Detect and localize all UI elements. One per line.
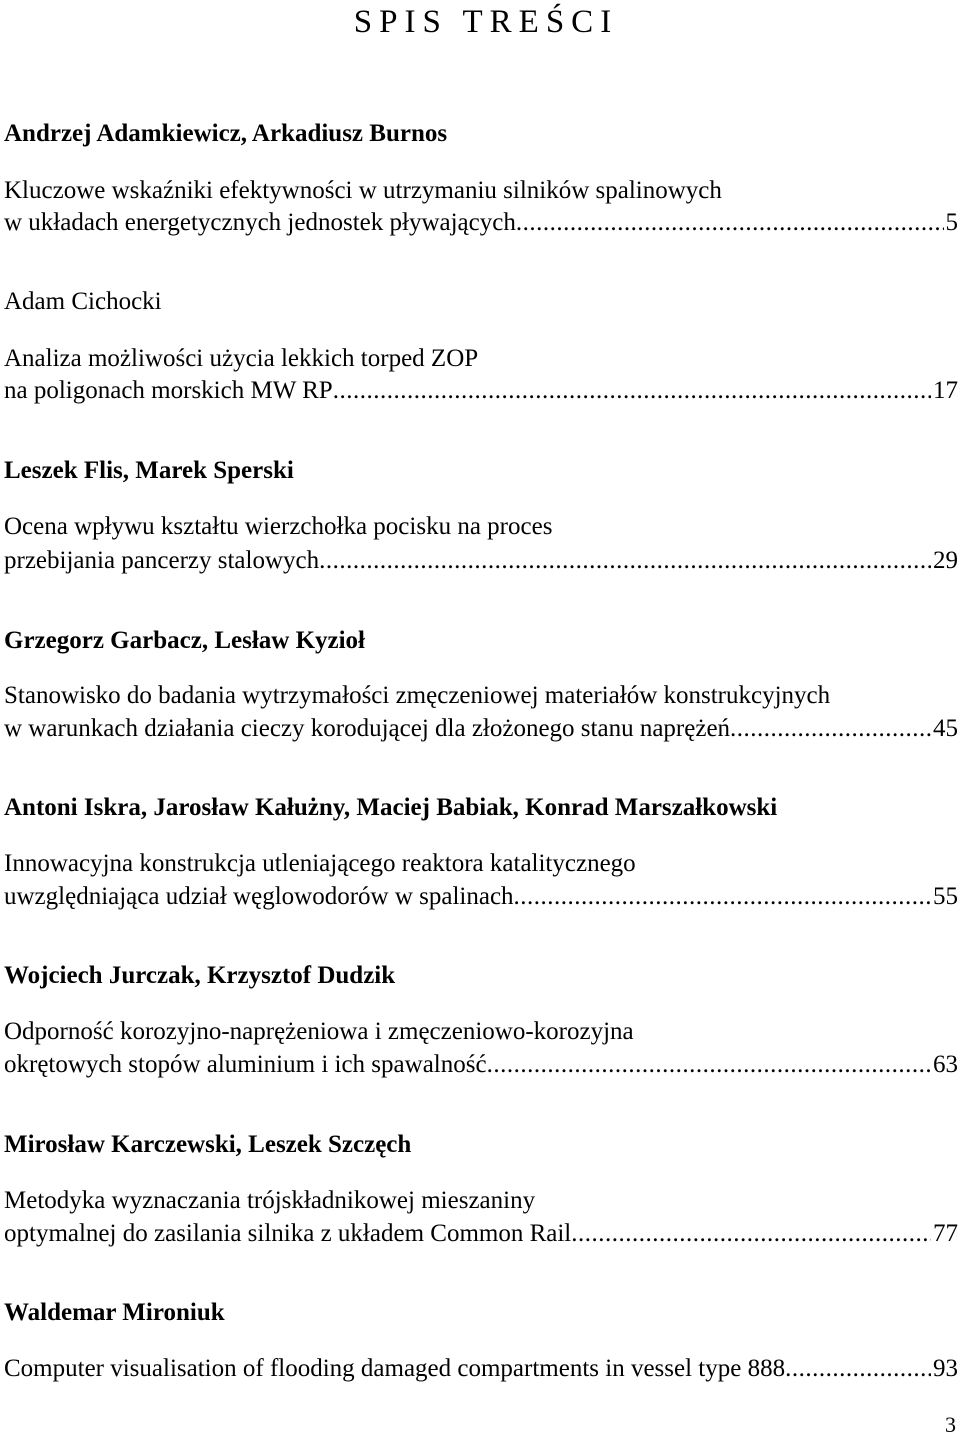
dot-leader bbox=[514, 882, 931, 912]
toc-entry-authors: Leszek Flis, Marek Sperski bbox=[4, 457, 294, 484]
toc-entry-authors: Wojciech Jurczak, Krzysztof Dudzik bbox=[4, 962, 396, 989]
toc-entry-page: 29 bbox=[933, 547, 958, 574]
toc-entry-title-line[interactable] bbox=[4, 546, 958, 576]
toc-entry-title-text: w układach energetycznych jednostek pływających bbox=[4, 209, 516, 236]
toc-entry-title-line: Ocena wpływu kształtu wierzchołka pocisku na proces bbox=[4, 513, 553, 540]
toc-entry-page: 17 bbox=[933, 377, 958, 404]
toc-entry-title-text: optymalnej do zasilania silnika z układem Common Rail bbox=[4, 1220, 572, 1247]
dot-leader bbox=[730, 714, 931, 744]
toc-entry-authors: Antoni Iskra, Jarosław Kałużny, Maciej Babiak, Konrad Marszałkowski bbox=[4, 794, 778, 821]
toc-entry-title-line: Stanowisko do badania wytrzymałości zmęczeniowej materiałów konstrukcyjnych bbox=[4, 682, 831, 709]
toc-entry-title-line[interactable] bbox=[4, 1354, 958, 1384]
toc-entry-page: 63 bbox=[933, 1051, 958, 1078]
toc-entry-title-line[interactable] bbox=[4, 882, 958, 912]
toc-entry-page: 5 bbox=[945, 209, 958, 236]
dot-leader bbox=[487, 1050, 931, 1080]
toc-entry-title-line: Kluczowe wskaźniki efektywności w utrzymaniu silników spalinowych bbox=[4, 177, 722, 204]
toc-entry-page: 55 bbox=[933, 883, 958, 910]
page-number: 3 bbox=[945, 1412, 956, 1437]
toc-entry-title-line[interactable] bbox=[4, 1050, 958, 1080]
toc-heading: SPIS TREŚCI bbox=[353, 4, 619, 40]
toc-entry-authors: Mirosław Karczewski, Leszek Szczęch bbox=[4, 1131, 412, 1158]
toc-entry-title-line: Metodyka wyznaczania trójskładnikowej mieszaniny bbox=[4, 1187, 536, 1214]
dot-leader bbox=[333, 376, 931, 406]
toc-entry-authors: Andrzej Adamkiewicz, Arkadiusz Burnos bbox=[4, 120, 448, 147]
toc-entry-title-line: Analiza możliwości użycia lekkich torped ZOP bbox=[4, 345, 479, 372]
dot-leader bbox=[516, 208, 944, 238]
dot-leader bbox=[785, 1354, 931, 1384]
toc-entry-authors: Adam Cichocki bbox=[4, 288, 162, 315]
toc-entry-title-line[interactable] bbox=[4, 376, 958, 406]
toc-entry-title-text: Computer visualisation of flooding damaged compartments in vessel type 888 bbox=[4, 1355, 786, 1382]
toc-entry-page: 93 bbox=[933, 1355, 958, 1382]
toc-entry-authors: Waldemar Mironiuk bbox=[4, 1299, 225, 1326]
toc-entry-title-text: okrętowych stopów aluminium i ich spawalność bbox=[4, 1051, 487, 1078]
toc-entry-authors: Grzegorz Garbacz, Lesław Kyzioł bbox=[4, 627, 365, 654]
toc-entry-page: 45 bbox=[933, 715, 958, 742]
toc-entry-title-line[interactable] bbox=[4, 1219, 958, 1249]
toc-entry-title-text: uwzględniająca udział węglowodorów w spalinach bbox=[4, 883, 514, 910]
toc-entry-title-line[interactable] bbox=[4, 714, 958, 744]
dot-leader bbox=[319, 546, 931, 576]
toc-entry-title-line[interactable] bbox=[4, 208, 958, 238]
toc-entry-title-text: na poligonach morskich MW RP bbox=[4, 377, 333, 404]
toc-entry-title-text: w warunkach działania cieczy korodującej dla złożonego stanu naprężeń bbox=[4, 715, 731, 742]
toc-entry-page: 77 bbox=[933, 1220, 958, 1247]
toc-entry-title-line: Odporność korozyjno-naprężeniowa i zmęczeniowo-korozyjna bbox=[4, 1018, 634, 1045]
toc-entry-title-line: Innowacyjna konstrukcja utleniającego reaktora katalitycznego bbox=[4, 850, 636, 877]
dot-leader bbox=[571, 1219, 931, 1249]
toc-entry-title-text: przebijania pancerzy stalowych bbox=[4, 547, 320, 574]
